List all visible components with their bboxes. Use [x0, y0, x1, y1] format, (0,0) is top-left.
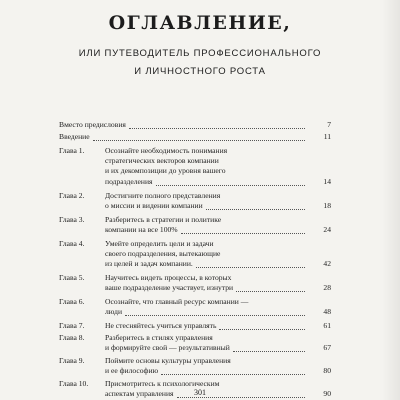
page-number-ref: 18 [323, 201, 331, 211]
chapter-number: Глава 10. [59, 379, 89, 388]
chapter-title-line: Поймите основы культуры управления [105, 356, 231, 365]
page-number-ref: 11 [323, 132, 331, 141]
leader-dots [129, 128, 305, 129]
page-number-ref: 48 [323, 307, 331, 317]
chapter-number: Глава 2. [59, 191, 85, 200]
chapter-title-line: стратегических векторов компании [105, 156, 219, 166]
subtitle-line-1: ИЛИ ПУТЕВОДИТЕЛЬ ПРОФЕССИОНАЛЬНОГО [78, 48, 322, 59]
leader-dots [206, 209, 305, 210]
leader-dots [219, 329, 305, 330]
chapter-title-line: ваше подразделение участвует, изнутри [105, 283, 234, 293]
chapter-title [105, 239, 293, 270]
chapter-title-line: Не стесняйтесь учиться управлять [105, 321, 217, 330]
chapter-title-line: Осознайте необходимость понимания [105, 146, 228, 155]
chapter-title-line: люди [105, 307, 123, 317]
chapter-number: Глава 7. [59, 321, 85, 330]
page-number: 301 [194, 388, 206, 397]
chapter-title-line: Умейте определить цели и задачи [105, 239, 214, 248]
leader-dots [161, 374, 305, 375]
page-number-ref: 80 [323, 366, 331, 376]
leader-dots [181, 233, 305, 234]
leader-dots [196, 267, 305, 268]
page-number-ref: 67 [323, 343, 331, 353]
page-number-ref: 61 [323, 321, 331, 330]
chapter-title-line: и их декомпозиции до уровня вашего [105, 166, 226, 176]
leader-dots [233, 351, 305, 352]
chapter-title-line: Введение [59, 132, 90, 141]
chapter-title-line: Вместо предисловия [59, 120, 126, 129]
chapter-title-line: из целей и задач компании. [105, 259, 193, 269]
chapter-title-line: и ее философию [105, 366, 159, 376]
chapter-title-line: аспектам управления [105, 389, 174, 399]
chapter-number: Глава 4. [59, 239, 85, 248]
chapter-title-line: и формируйте свой — результативный [105, 343, 230, 353]
chapter-title [105, 146, 293, 187]
chapter-title-line: подразделения [105, 176, 153, 186]
chapter-title-line: Разберитесь в стратегии и политике [105, 215, 222, 224]
leader-dots [93, 140, 305, 141]
leader-dots [236, 291, 305, 292]
page-title: ОГЛАВЛЕНИЕ, [108, 12, 292, 34]
chapter-title-line: о миссии и видении компании [105, 201, 203, 211]
chapter-title-line: Разберитесь в стилях управления [105, 333, 213, 342]
page-number-ref: 28 [323, 283, 331, 293]
chapter-number: Глава 1. [59, 146, 85, 155]
page-number-ref: 14 [323, 176, 331, 186]
chapter-title-line: своего подразделения, вытекающие [105, 249, 221, 259]
chapter-title-line: компании на все 100% [105, 225, 178, 235]
chapter-number: Глава 5. [59, 273, 85, 282]
leader-dots [177, 397, 305, 398]
chapter-title-line: Осознайте, что главный ресурс компании — [105, 297, 249, 306]
subtitle-line-2: И ЛИЧНОСТНОГО РОСТА [134, 66, 266, 77]
page-number-ref: 90 [323, 389, 331, 399]
chapter-number: Глава 8. [59, 333, 85, 342]
page-number-ref: 42 [323, 259, 331, 269]
chapter-number: Глава 9. [59, 356, 85, 365]
page-number-ref: 24 [323, 225, 331, 235]
page-edge-shadow [382, 0, 400, 400]
chapter-title-line: Достигните полного представления [105, 191, 221, 200]
chapter-number: Глава 6. [59, 297, 85, 306]
leader-dots [125, 315, 305, 316]
chapter-number: Глава 3. [59, 215, 85, 224]
leader-dots [156, 185, 305, 186]
chapter-title-line: Научитесь видеть процессы, в которых [105, 273, 232, 282]
page-number-ref: 7 [327, 120, 331, 129]
chapter-title-line: Присмотритесь к психологическим [105, 379, 220, 388]
